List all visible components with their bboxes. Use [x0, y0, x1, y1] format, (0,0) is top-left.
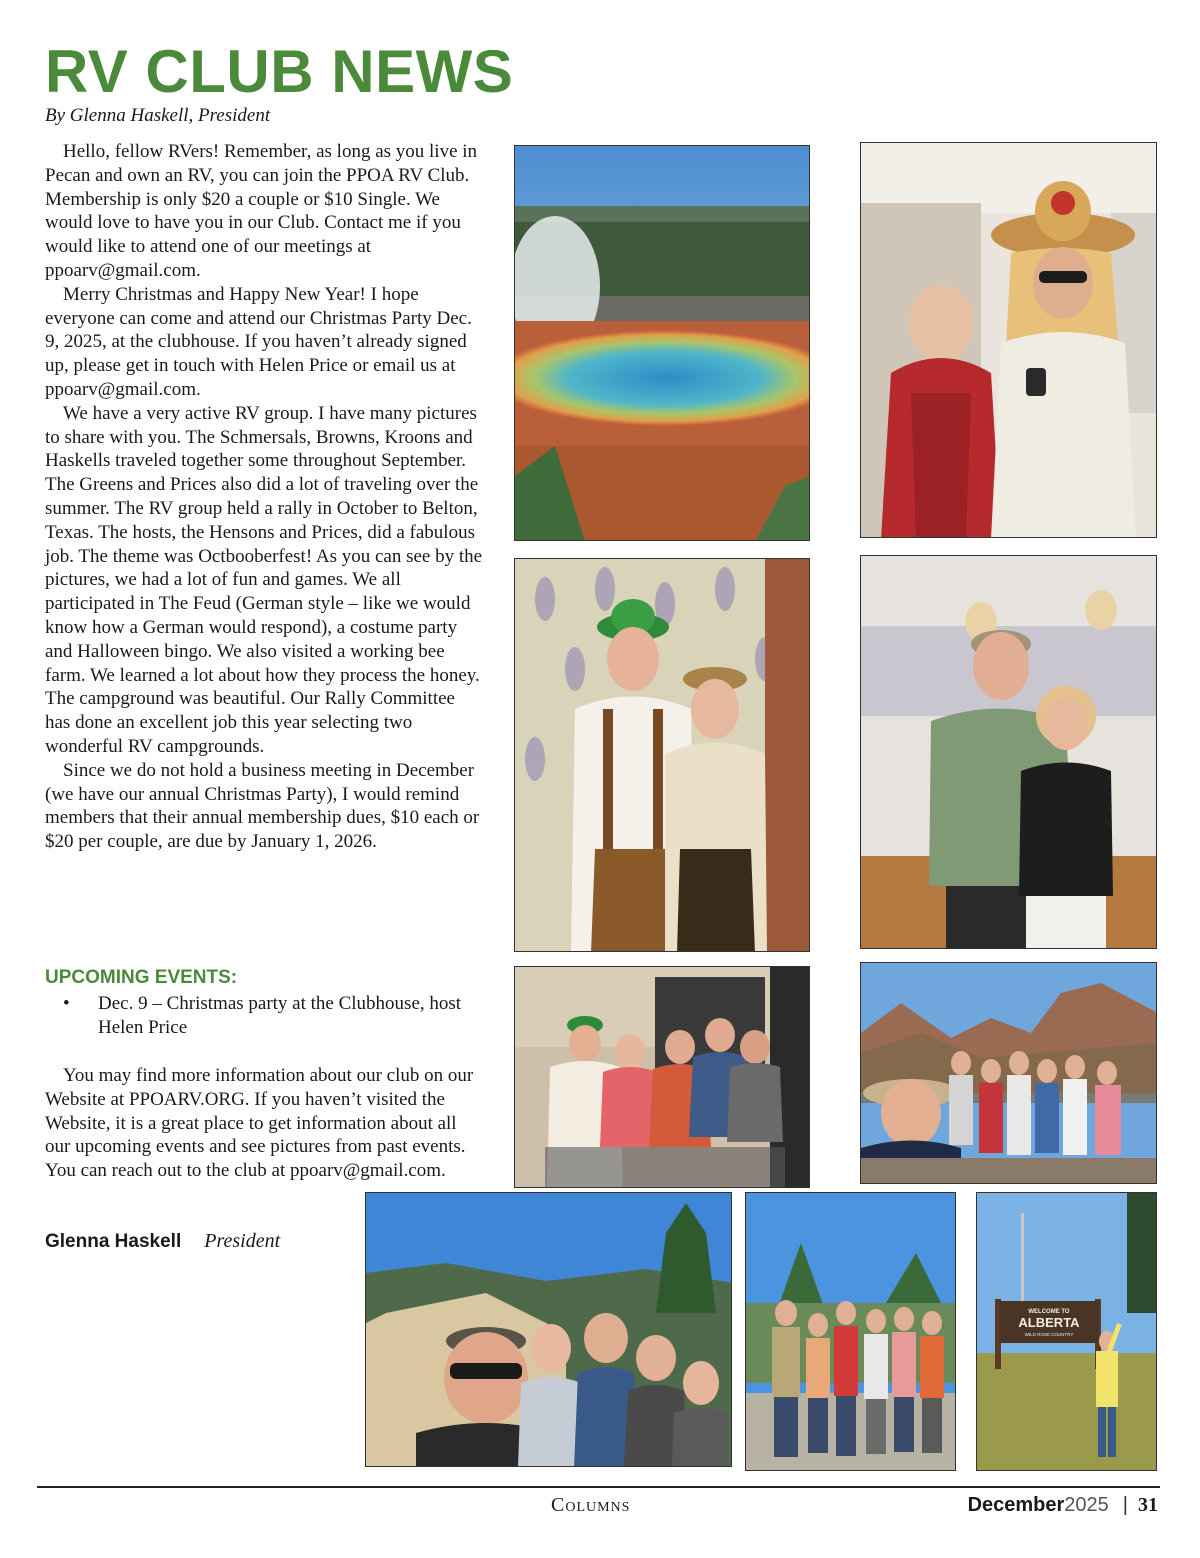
alberta-sign-image [977, 1193, 1157, 1471]
photo-oktoberfest-costumes [514, 558, 810, 952]
event-list-item [45, 992, 485, 1040]
photo-group-seated [514, 966, 810, 1188]
group-outdoors-image [746, 1193, 956, 1471]
photo-geyser-hot-spring [514, 145, 810, 541]
costume-party-image [861, 143, 1157, 538]
bullet-icon: • [63, 993, 70, 1014]
photo-group-outdoors [745, 1192, 956, 1471]
photo-mountain-group [860, 962, 1157, 1184]
couple-at-party-image [861, 556, 1157, 949]
group-seated-image [515, 967, 810, 1188]
article-body [45, 140, 485, 854]
hot-spring-landscape-image [515, 146, 810, 541]
footer-section-name: Columns [551, 1494, 631, 1516]
sign-headline: WELCOME TO [1028, 1309, 1070, 1315]
paragraph: Merry Christmas and Happy New Year! I hope everyone can come and attend our Christmas Party Dec. 9, 2025, at the clubhouse. If you haven’t already signed up, please get in touch with Helen Price or email us at ppoarv@gmail.com. [45, 283, 472, 400]
sign-name: ALBERTA [1018, 1315, 1080, 1330]
photo-costume-party [860, 142, 1157, 538]
photo-canyon-selfie [365, 1192, 732, 1467]
footer-month: December [967, 1494, 1065, 1516]
event-text: Dec. 9 – Christmas party at the Clubhouse, host Helen Price [98, 993, 462, 1038]
photo-couple-at-party [860, 555, 1157, 949]
signature [45, 1230, 280, 1253]
article-title: RV CLUB NEWS [45, 38, 514, 105]
footer-year: 2025 [1064, 1494, 1109, 1516]
page-number: 31 [1138, 1494, 1158, 1516]
byline: By Glenna Haskell, President [45, 105, 271, 126]
signature-name: Glenna Haskell [45, 1231, 182, 1252]
sign-small-text: WILD ROSE COUNTRY [1024, 1332, 1074, 1337]
canyon-selfie-image [366, 1193, 732, 1467]
signature-title: President [204, 1230, 281, 1252]
more-info-paragraph: You may find more information about our club on our Website at PPOARV.ORG. If you haven’t visited the Website, it is a great place to get information about all our upcoming events and see pictures from past events. You can reach out to the club at ppoarv@gmail.com. [45, 1065, 474, 1182]
footer-date-page [968, 1494, 1158, 1517]
oktoberfest-costumes-image [515, 559, 810, 952]
mountain-group-image [861, 963, 1157, 1184]
photo-alberta-sign [976, 1192, 1157, 1471]
footer-separator: | [1122, 1494, 1128, 1516]
upcoming-events-heading: UPCOMING EVENTS: [45, 967, 238, 988]
paragraph: Since we do not hold a business meeting in December (we have our annual Christmas Party), I would remind members that their annual membership dues, $10 each or $20 per couple, are due by January 1, 2026. [45, 759, 480, 853]
paragraph: Hello, fellow RVers! Remember, as long as you live in Pecan and own an RV, you can join the PPOA RV Club. Membership is only $20 a couple or $10 Single. We would love to have you in our Club. Contact me if you would like to attend one of our meetings at ppoarv@gmail.com. [45, 141, 478, 281]
footer-rule [37, 1486, 1160, 1488]
paragraph: We have a very active RV group. I have many pictures to share with you. The Schmersals, Browns, Kroons and Haskells traveled together some throughout September. The Greens and Prices also did a lot of traveling over the summer. The RV group held a rally in October to Belton, Texas. The hosts, the Hensons and Prices, did a fabulous job. The theme was Octbooberfest! As you can see by the pictures, we had a lot of fun and games. We all participated in The Feud (German style – like we would know how a German would respond), a costume party and Halloween bingo. We also visited a working bee farm. We learned a lot about how they process the honey. The campground was beautiful. Our Rally Committee has done an excellent job this year selecting two wonderful RV campgrounds. [45, 402, 483, 757]
